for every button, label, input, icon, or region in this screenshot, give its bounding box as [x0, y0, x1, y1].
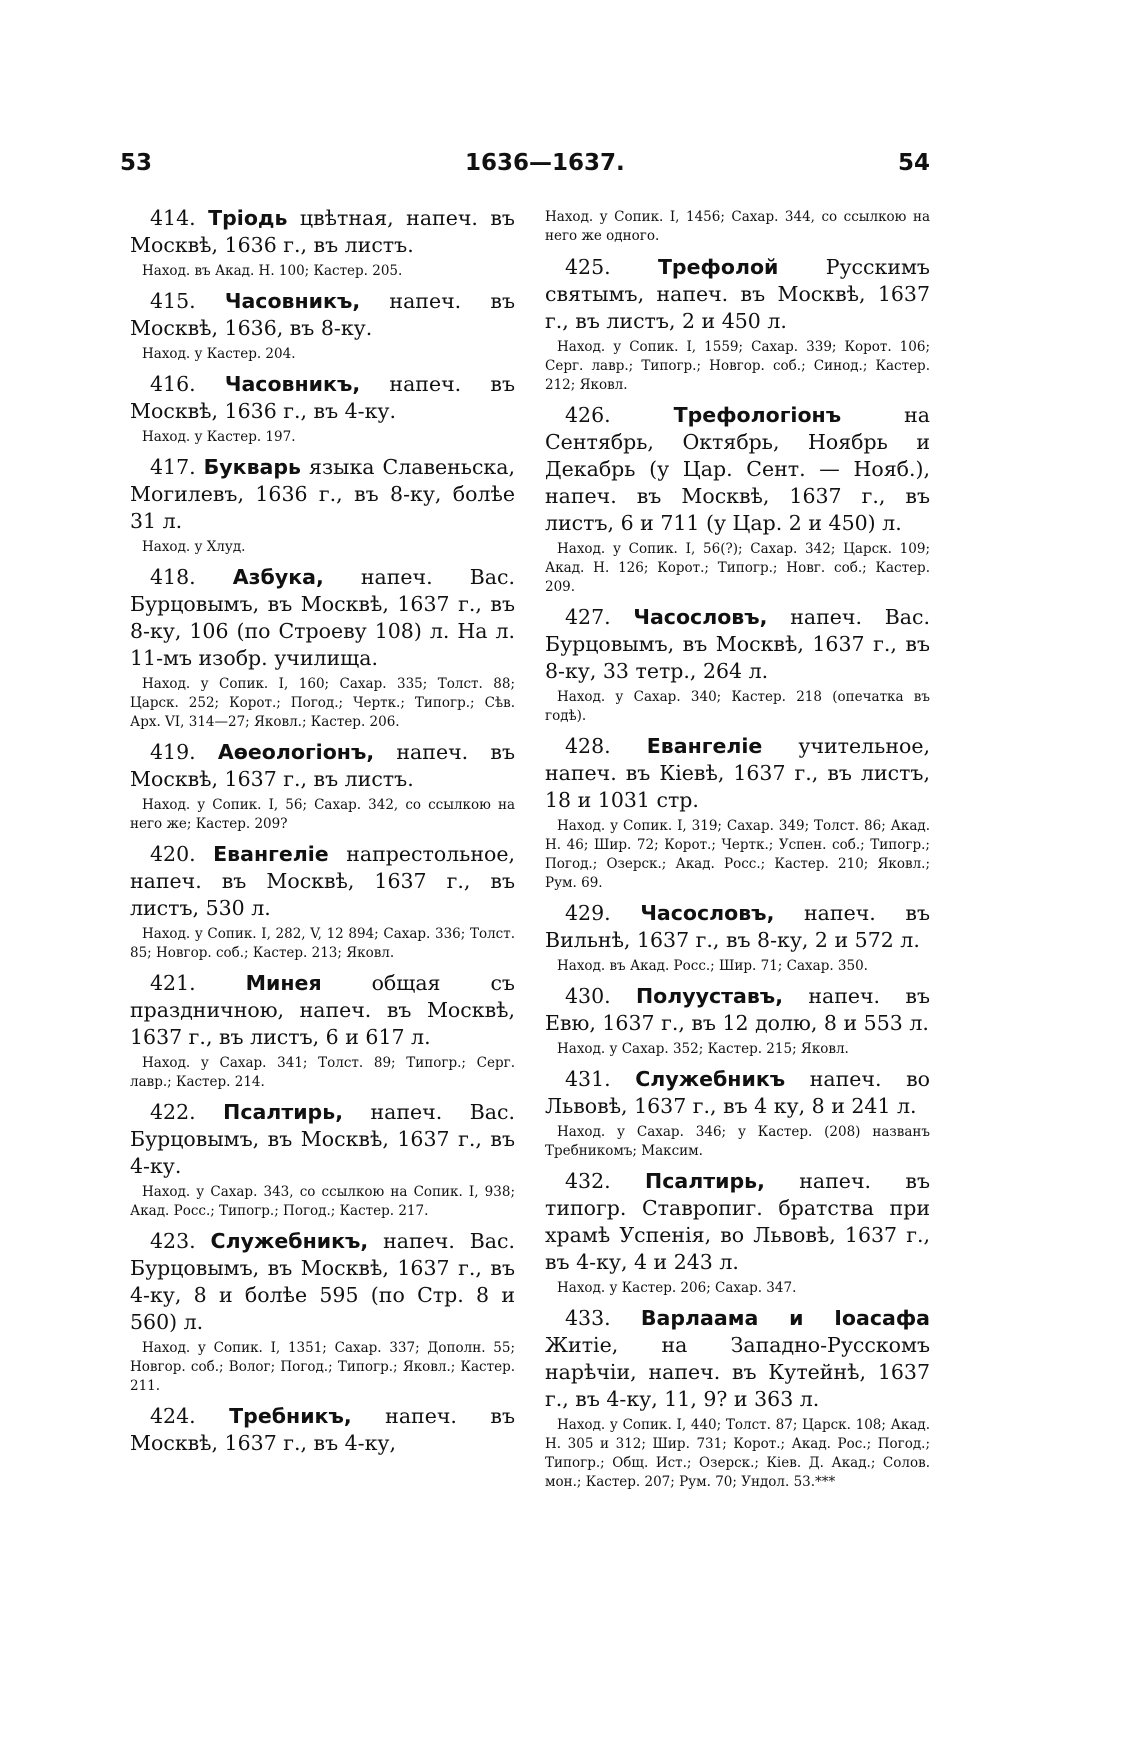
- entry-description: общая съ праздничною, напеч. въ Москвѣ, 1637 г., въ листъ, 6 и 617 л.: [130, 971, 515, 1049]
- catalog-entry: [545, 1305, 930, 1492]
- entry-title: Полууставъ,: [635, 984, 783, 1008]
- entry-number: 424.: [150, 1404, 196, 1428]
- entry-description: цвѣтная, напеч. въ Москвѣ, 1636 г., въ листъ.: [130, 206, 515, 257]
- entry-title: Псалтирь,: [223, 1100, 343, 1124]
- entry-locations: Наход. у Сахар. 343, со ссылкою на Сопик. I, 938; Акад. Росс.; Типогр.; Погод.; Кастер. 217.: [130, 1184, 515, 1219]
- entry-locations: Наход. у Сопик. I, 56; Сахар. 342, со ссылкою на него же; Кастер. 209?: [130, 797, 515, 832]
- entry-text: [130, 1403, 515, 1457]
- entry-locations: Наход. у Кастер. 197.: [142, 429, 296, 445]
- entry-number: 433.: [565, 1306, 611, 1330]
- entry-description: напеч. въ Москвѣ, 1637 г., въ 4-ку,: [130, 1404, 515, 1455]
- entry-number: 420.: [150, 842, 196, 866]
- entry-title: Варлаама и Іоасафа: [640, 1306, 930, 1330]
- entry-number: 432.: [565, 1169, 611, 1193]
- right-page-number: 54: [897, 150, 930, 176]
- entry-description: языка Славеньска, Могилевъ, 1636 г., въ 8-ку, болѣе 31 л.: [130, 455, 515, 533]
- entry-locations: Наход. у Сопик. I, 1559; Сахар. 339; Корот. 106; Серг. лавр.; Типогр.; Новгор. соб.; Синод.; Кастер. 212; Яковл.: [545, 339, 930, 393]
- catalog-entry: [130, 1099, 515, 1221]
- entry-text: [130, 739, 515, 793]
- entry-locations: Наход. у Сахар. 352; Кастер. 215; Яковл.: [557, 1041, 849, 1057]
- entry-description: напеч. въ типогр. Ставропиг. братства при храмѣ Успенія, во Львовѣ, 1637 г., въ 4-ку, 4 и 243 л.: [545, 1169, 930, 1274]
- entry-number: 422.: [150, 1100, 196, 1124]
- page-header: [120, 150, 930, 190]
- entry-locations: Наход. у Сопик. I, 319; Сахар. 349; Толст. 86; Акад. Н. 46; Шир. 72; Корот.; Чертк.; Успен. соб.; Типогр.; Погод.; Озерск.; Акад. Росс.; Кастер. 210; Яковл.; Рум. 69.: [545, 818, 930, 891]
- entry-description: напеч. Вас. Бурцовымъ, въ Москвѣ, 1637 г., въ 4-ку.: [130, 1100, 515, 1178]
- entry-text: [545, 900, 930, 954]
- entry-number: 428.: [565, 734, 611, 758]
- catalog-entry: [545, 900, 930, 976]
- entry-number: 418.: [150, 565, 196, 589]
- entry-text: [130, 841, 515, 922]
- entry-description: напеч. Вас. Бурцовымъ, въ Москвѣ, 1637 г., въ 8-ку, 33 тетр., 264 л.: [545, 605, 930, 683]
- entry-description: напеч. Вас. Бурцовымъ, въ Москвѣ, 1637 г., въ 8-ку, 106 (по Строеву 108) л. На л. 11-мъ изобр. училища.: [130, 565, 515, 670]
- catalog-entry: [545, 254, 930, 395]
- entry-title: Требникъ,: [229, 1404, 352, 1428]
- entry-text: [130, 970, 515, 1051]
- entry-number: 430.: [565, 984, 611, 1008]
- catalog-entry: [130, 371, 515, 447]
- entry-description: учительное, напеч. въ Кіевѣ, 1637 г., въ листъ, 18 и 1031 стр.: [545, 734, 930, 812]
- entry-title: Служебникъ: [635, 1067, 786, 1091]
- entry-text: [130, 205, 515, 259]
- entry-text: [545, 1066, 930, 1120]
- catalog-entry: [545, 402, 930, 597]
- entry-text: [545, 604, 930, 685]
- entry-locations: Наход. у Сахар. 341; Толст. 89; Типогр.; Серг. лавр.; Кастер. 214.: [130, 1055, 515, 1090]
- catalog-entry: [130, 288, 515, 364]
- entry-description: напеч. въ Москвѣ, 1636, въ 8-ку.: [130, 289, 515, 340]
- entry-number: 425.: [565, 255, 611, 279]
- entry-text: [545, 733, 930, 814]
- catalog-entry: [545, 1066, 930, 1161]
- year-range: 1636—1637.: [465, 150, 625, 176]
- entry-number: 429.: [565, 901, 611, 925]
- entry-number: 415.: [150, 289, 196, 313]
- entry-text: [130, 371, 515, 425]
- left-page-number: 53: [120, 150, 153, 176]
- entry-title: Букварь: [203, 455, 302, 479]
- entry-number: 414.: [150, 206, 196, 230]
- entry-number: 431.: [565, 1067, 611, 1091]
- catalog-entry: [130, 1403, 515, 1457]
- entry-locations: Наход. у Хлуд.: [142, 539, 246, 555]
- entry-description: напрестольное, напеч. въ Москвѣ, 1637 г., въ листъ, 530 л.: [130, 842, 515, 920]
- entry-title: Псалтирь,: [645, 1169, 765, 1193]
- entry-text: [130, 1099, 515, 1180]
- entry-locations: Наход. у Сахар. 340; Кастер. 218 (опечатка въ годѣ).: [545, 689, 930, 724]
- entry-description: напеч. въ Евю, 1637 г., въ 12 долю, 8 и 553 л.: [545, 984, 930, 1035]
- entry-title: Трефологіонъ: [673, 403, 842, 427]
- entry-description: Житіе, на Западно-Русскомъ нарѣчіи, напеч. въ Кутейнѣ, 1637 г., въ 4-ку, 11, 9? и 363 л.: [545, 1333, 930, 1411]
- catalog-entry: [130, 205, 515, 281]
- entry-title: Аѳеологіонъ,: [217, 740, 375, 764]
- entry-locations: Наход. у Сахар. 346; у Кастер. (208) названъ Требникомъ; Максим.: [545, 1124, 930, 1159]
- entry-description: напеч. Вас. Бурцовымъ, въ Москвѣ, 1637 г., въ 4-ку, 8 и болѣе 595 (по Стр. 8 и 560) л.: [130, 1229, 515, 1334]
- entry-text: [545, 983, 930, 1037]
- continued-entry: [545, 208, 930, 246]
- entry-title: Евангеліе: [213, 842, 329, 866]
- entry-locations: Наход. у Кастер. 206; Сахар. 347.: [557, 1280, 797, 1296]
- entry-locations: Наход. у Сопик. I, 160; Сахар. 335; Толст. 88; Царск. 252; Корот.; Погод.; Чертк.; Типогр.; Сѣв. Арх. VI, 314—27; Яковл.; Кастер. 206.: [130, 676, 515, 730]
- catalog-entry: [545, 983, 930, 1059]
- entry-title: Азбука,: [232, 565, 324, 589]
- entry-title: Часословъ,: [640, 901, 775, 925]
- catalog-entry: [545, 733, 930, 893]
- entry-text: [545, 1168, 930, 1276]
- entry-number: 416.: [150, 372, 196, 396]
- entry-number: 421.: [150, 971, 196, 995]
- entry-number: 417.: [150, 455, 196, 479]
- catalog-entry: [130, 739, 515, 834]
- entry-locations: Наход. у Сопик. I, 1351; Сахар. 337; Дополн. 55; Новгор. соб.; Волог; Погод.; Типогр.; Яковл.; Кастер. 211.: [130, 1340, 515, 1394]
- entry-locations: Наход. у Сопик. I, 440; Толст. 87; Царск. 108; Акад. Н. 305 и 312; Шир. 731; Корот.; Акад. Рос.; Погод.; Типогр.; Общ. Ист.; Озерск.; Кіев. Д. Акад.; Солов. мон.; Кастер. 207; Рум. 70; Ундол. 53.***: [545, 1417, 930, 1490]
- entry-number: 426.: [565, 403, 611, 427]
- catalog-entry: [130, 970, 515, 1092]
- catalog-entry: [545, 1168, 930, 1298]
- entry-description: напеч. въ Вильнѣ, 1637 г., въ 8-ку, 2 и 572 л.: [545, 901, 930, 952]
- entry-text: [130, 564, 515, 672]
- catalog-entry: [130, 564, 515, 732]
- entry-title: Тріодь: [208, 206, 288, 230]
- entry-locations: Наход. у Сопик. I, 282, V, 12 894; Сахар. 336; Толст. 85; Новгор. соб.; Кастер. 213; Яковл.: [130, 926, 515, 961]
- entry-title: Часословъ,: [633, 605, 768, 629]
- entry-description: на Сентябрь, Октябрь, Ноябрь и Декабрь (у Цар. Сент. — Нояб.), напеч. въ Москвѣ, 1637 г., въ листъ, 6 и 711 (у Цар. 2 и 450) л.: [545, 403, 930, 535]
- entry-number: 427.: [565, 605, 611, 629]
- entry-description: напеч. во Львовѣ, 1637 г., въ 4 ку, 8 и 241 л.: [545, 1067, 930, 1118]
- entry-text: [130, 288, 515, 342]
- entry-locations: Наход. у Кастер. 204.: [142, 346, 296, 362]
- left-column: [130, 205, 515, 1464]
- entry-text: [130, 1228, 515, 1336]
- entry-title: Евангеліе: [646, 734, 763, 758]
- entry-title: Трефолой: [657, 255, 779, 279]
- catalog-entry: [130, 1228, 515, 1396]
- entry-title: Минея: [245, 971, 322, 995]
- right-column: [545, 205, 930, 1499]
- entry-locations: Наход. у Сопик. I, 1456; Сахар. 344, со ссылкою на него же одного.: [545, 209, 930, 244]
- entry-description: напеч. въ Москвѣ, 1637 г., въ листъ.: [130, 740, 515, 791]
- entry-locations: Наход. въ Акад. Н. 100; Кастер. 205.: [142, 263, 403, 279]
- catalog-entry: [545, 604, 930, 726]
- entry-locations: Наход. у Сопик. I, 56(?); Сахар. 342; Царск. 109; Акад. Н. 126; Корот.; Типогр.; Новг. соб.; Кастер. 209.: [545, 541, 930, 595]
- entry-description: напеч. въ Москвѣ, 1636 г., въ 4-ку.: [130, 372, 515, 423]
- entry-text: [545, 254, 930, 335]
- entry-description: Русскимъ святымъ, напеч. въ Москвѣ, 1637 г., въ листъ, 2 и 450 л.: [545, 255, 930, 333]
- entry-text: [130, 454, 515, 535]
- entry-number: 423.: [150, 1229, 196, 1253]
- catalog-entry: [130, 841, 515, 963]
- entry-number: 419.: [150, 740, 196, 764]
- entry-title: Часовникъ,: [224, 372, 361, 396]
- catalog-entry: [130, 454, 515, 557]
- entry-title: Служебникъ,: [210, 1229, 369, 1253]
- entry-locations: Наход. въ Акад. Росс.; Шир. 71; Сахар. 350.: [557, 958, 868, 974]
- entry-text: [545, 402, 930, 537]
- entry-text: [545, 1305, 930, 1413]
- entry-title: Часовникъ,: [224, 289, 361, 313]
